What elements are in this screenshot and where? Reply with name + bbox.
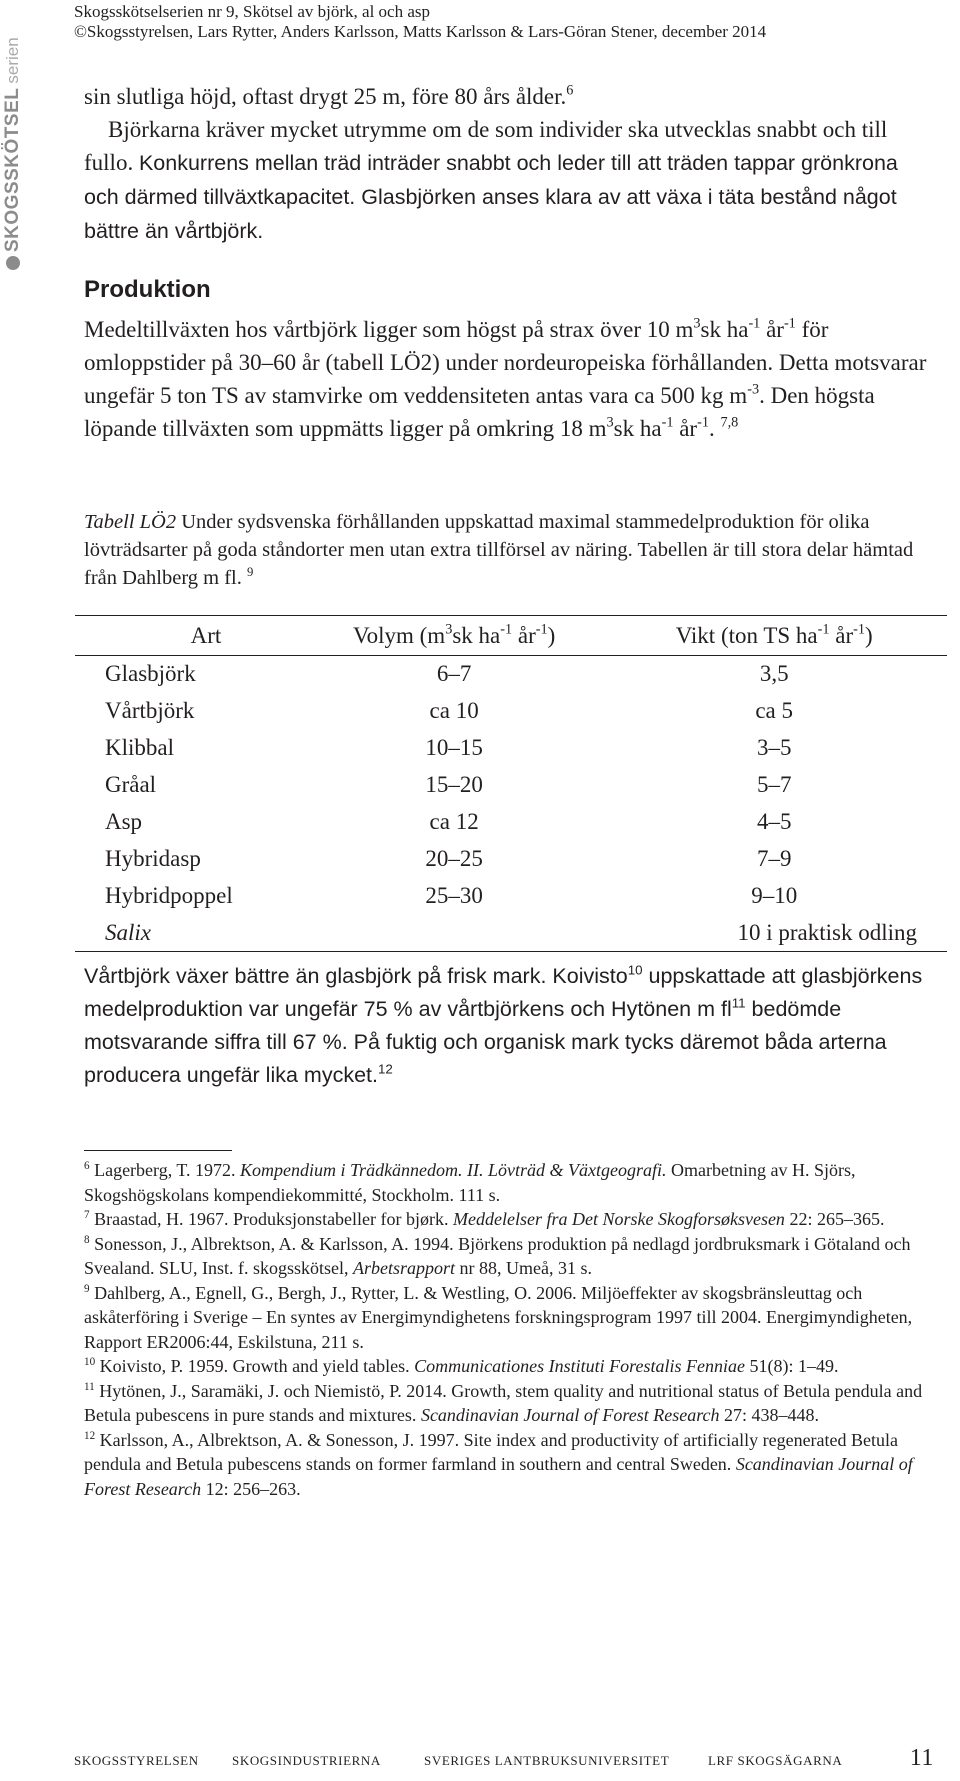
table-row xyxy=(75,804,947,841)
footnote-ref: 10 xyxy=(627,962,643,978)
comparison-paragraph xyxy=(84,960,944,1092)
cell-art: Vårtbjörk xyxy=(105,698,195,723)
footnote-ref: 9 xyxy=(247,564,254,579)
footnote-divider xyxy=(84,1150,232,1151)
text-run: Vikt (ton TS ha xyxy=(675,622,818,648)
footnote-number: 8 xyxy=(84,1233,90,1246)
caption-text: Under sydsvenska förhållanden uppskattad maximal stammedelproduktion för olika lövträdsarter på goda ståndorter men utan extra tillförsel av näring. Tabellen är till stora delar hämtad från Dahlberg m fl. xyxy=(84,511,914,589)
text-run: år xyxy=(512,622,536,648)
text-run: ) xyxy=(547,622,556,648)
page-footer xyxy=(74,1745,934,1775)
series-brand-light: serien xyxy=(3,37,22,84)
cell-art: Klibbal xyxy=(105,735,174,760)
series-brand-vertical xyxy=(0,30,26,270)
text-run: Scandinavian Journal of Forest Research xyxy=(84,1454,913,1499)
cell-volym: 6–7 xyxy=(436,661,472,687)
cell-volym: 25–30 xyxy=(425,883,483,908)
text-run: sk ha xyxy=(452,622,501,648)
superscript: -1 xyxy=(697,414,709,431)
cell-volym: 15–20 xyxy=(425,772,483,797)
footer-org-skogsindustrierna: SKOGSINDUSTRIERNA xyxy=(232,1753,381,1768)
footnote-item xyxy=(84,1428,944,1502)
text-run: Sonesson, J., Albrektson, A. & Karlsson, A. 1994. Björkens produktion på nedlagd jordbruksmark i Götaland och Svealand. SLU, Inst. f. skogsskötsel, xyxy=(84,1233,911,1278)
text-run: år xyxy=(673,416,698,441)
text-run: Arbetsrapport xyxy=(353,1258,456,1278)
cell-vikt: 3–5 xyxy=(756,735,792,760)
superscript: 3 xyxy=(693,315,701,332)
main-content xyxy=(84,80,934,1499)
text-run: ) xyxy=(865,622,873,648)
text-run: Braastad, H. 1967. Produksjonstabeller for bjørk. xyxy=(89,1209,454,1229)
intro-paragraph xyxy=(84,113,934,248)
footnote-item xyxy=(84,1379,944,1428)
cell-art: Salix xyxy=(105,919,151,945)
superscript: -1 xyxy=(661,414,674,431)
cell-art: Glasbjörk xyxy=(105,661,196,687)
cell-volym xyxy=(307,915,601,952)
cell-art: Gråal xyxy=(105,772,157,797)
text-run: Dahlberg, A., Egnell, G., Bergh, J., Rytter, L. & Westling, O. 2006. Miljöeffekter av skogsbränsleuttag och askåterföring i Sverige – En syntes av Energimyndighetens forskningsprogram 1997 till 2004. Energimyndigheten, Rapport ER2006:44, Eskilstuna, 211 s. xyxy=(84,1282,913,1352)
series-brand-bold: SKOGSSKÖTSEL xyxy=(2,87,23,252)
text-run: Koivisto, P. 1959. Growth and yield tables. xyxy=(95,1356,415,1376)
text-run: uppskattade att glasbjörkens medelproduktion var ungefär 75 % av vårtbjörkens och Hytönen m fl xyxy=(84,964,923,1021)
footer-org-slu: SVERIGES LANTBRUKSUNIVERSITET xyxy=(424,1753,670,1768)
text-run: Volym (m xyxy=(352,622,446,648)
footnote-number: 6 xyxy=(84,1159,90,1172)
cell-art: Hybridpoppel xyxy=(105,883,233,908)
superscript: -1 xyxy=(853,621,866,638)
cell-volym: ca 10 xyxy=(429,698,479,723)
page-header xyxy=(74,2,934,42)
text-run: Scandinavian Journal of Forest Research xyxy=(420,1405,720,1425)
table-row xyxy=(75,841,947,878)
table-row xyxy=(75,878,947,915)
cell-vikt: ca 5 xyxy=(755,698,794,723)
superscript: -1 xyxy=(783,315,796,332)
text-run: Hytönen, J., Saramäki, J. och Niemistö, P. 2014. Growth, stem quality and nutritional status of Betula pendula and Betula pubescens in pure stands and mixtures. xyxy=(84,1380,923,1425)
text-run: Medeltillväxten hos vårtbjörk ligger som högst på strax över 10 m xyxy=(84,317,694,342)
text-run: nr 88, Umeå, 31 s. xyxy=(455,1258,592,1278)
text-run: sk ha xyxy=(700,317,749,342)
table-row xyxy=(75,767,947,804)
intro-sans-text: Konkurrens mellan träd inträder snabbt och leder till att träden tappar grönkrona och därmed tillväxtkapacitet. Glasbjörken anses klara av att växa i täta bestånd något bättre än vårtbjörk. xyxy=(84,151,898,243)
production-paragraph xyxy=(84,313,944,445)
cell-vikt: 7–9 xyxy=(756,846,792,871)
text-run: Vårtbjörk växer bättre än glasbjörk på frisk mark. Koivisto xyxy=(84,964,628,988)
table-caption xyxy=(84,508,944,592)
footer-org-skogsstyrelsen: SKOGSSTYRELSEN xyxy=(74,1753,199,1768)
footnote-item xyxy=(84,1281,944,1355)
text-run: sk ha xyxy=(613,416,662,441)
text-run: år xyxy=(829,622,854,648)
superscript: -3 xyxy=(747,381,760,398)
footnote-item xyxy=(84,1158,944,1207)
footnote-number: 7 xyxy=(84,1208,90,1221)
caption-label: Tabell LÖ2 xyxy=(84,511,177,533)
footer-org-lrf: LRF SKOGSÄGARNA xyxy=(708,1753,843,1768)
cell-vikt: 9–10 xyxy=(751,883,798,908)
footnote-number: 11 xyxy=(84,1380,95,1393)
intro-first-line xyxy=(84,80,934,113)
text-run: Kompendium i Trädkännedom. II. Lövträd & Växtgeografi. xyxy=(240,1160,667,1180)
footnote-item xyxy=(84,1354,944,1379)
col-header-vikt xyxy=(601,616,947,656)
superscript: -1 xyxy=(535,621,548,638)
cell-art: Asp xyxy=(105,809,143,834)
footnote-ref: 6 xyxy=(566,82,574,99)
cell-vikt: 5–7 xyxy=(756,772,792,797)
superscript: -1 xyxy=(748,315,761,332)
section-heading: Produktion xyxy=(84,276,211,303)
footnote-number: 9 xyxy=(84,1282,90,1295)
cell-vikt: 4–5 xyxy=(756,809,792,834)
footnote-item xyxy=(84,1232,944,1281)
table-row xyxy=(75,656,947,693)
table-header-row xyxy=(75,616,947,656)
text-run: Omarbetning av H. Sjörs, Skogshögskolans kompendiekommitté, Stockholm. 111 s. xyxy=(84,1160,856,1205)
production-table xyxy=(75,615,947,952)
footnotes xyxy=(84,1158,944,1501)
footnote-number: 12 xyxy=(84,1429,96,1442)
text-run: 22: 265–365. xyxy=(784,1209,885,1229)
footnote-ref: 11 xyxy=(731,995,746,1011)
text-run: Communicationes Instituti Forestalis Fenniae xyxy=(414,1356,745,1376)
text-run: bedömde motsvarande siffra till 67 %. På fuktig och organisk mark tycks däremot båda arterna producera ungefär lika mycket. xyxy=(84,997,887,1087)
intro-serif-text: Björkarna kräver mycket utrymme om de som individer ska utvecklas snabbt och till fullo. xyxy=(84,117,888,175)
text-run: 27: 438–448. xyxy=(719,1405,820,1425)
cell-vikt: 3,5 xyxy=(759,661,789,687)
superscript: -1 xyxy=(817,621,830,638)
intro-line-text: sin slutliga höjd, oftast drygt 25 m, före 80 års ålder. xyxy=(84,84,567,109)
cell-volym: ca 12 xyxy=(429,809,479,834)
cell-vikt: 10 i praktisk odling xyxy=(737,919,917,945)
text-run: . xyxy=(708,416,721,441)
series-logo-icon xyxy=(6,256,20,270)
table-row xyxy=(75,693,947,730)
footnote-item xyxy=(84,1207,944,1232)
text-run: år xyxy=(760,317,784,342)
footnote-ref: 7,8 xyxy=(720,414,739,431)
text-run: Meddelelser fra Det Norske Skogforsøksvesen xyxy=(453,1209,785,1229)
text-run: för omloppstider på 30–60 år (tabell LÖ2) under nordeuropeiska förhållanden. Detta motsvarar ungefär 5 ton TS av stamvirke om veddensiteten antas vara ca 500 kg m xyxy=(84,317,927,408)
header-series-line: Skogsskötselserien nr 9, Skötsel av björk, al och asp xyxy=(74,2,431,21)
cell-volym: 20–25 xyxy=(425,846,483,871)
text-run: Karlsson, A., Albrektson, A. & Sonesson, J. 1997. Site index and productivity of artificially regenerated Betula pendula and Betula pubescens stands on former farmland in southern and central Sweden. xyxy=(84,1429,899,1474)
text-run: 12: 256–263. xyxy=(201,1478,301,1499)
text-run: Lagerberg, T. 1972. xyxy=(89,1160,241,1180)
superscript: 3 xyxy=(606,414,614,431)
superscript: 3 xyxy=(445,621,453,638)
table-row xyxy=(75,915,947,952)
col-header-art: Art xyxy=(190,622,222,648)
text-run: . Den högsta löpande tillväxten som uppmätts ligger på omkring 18 m xyxy=(84,383,875,441)
superscript: -1 xyxy=(500,621,513,638)
table-row xyxy=(75,730,947,767)
header-copyright-line: ©Skogsstyrelsen, Lars Rytter, Anders Karlsson, Matts Karlsson & Lars-Göran Stener, december 2014 xyxy=(74,22,767,41)
cell-art: Hybridasp xyxy=(105,846,201,871)
footnote-number: 10 xyxy=(84,1355,96,1368)
col-header-volym xyxy=(307,616,601,656)
page-number: 11 xyxy=(909,1745,934,1771)
text-run: 51(8): 1–49. xyxy=(744,1356,839,1376)
footnote-ref: 12 xyxy=(377,1061,393,1077)
cell-volym: 10–15 xyxy=(425,735,483,760)
